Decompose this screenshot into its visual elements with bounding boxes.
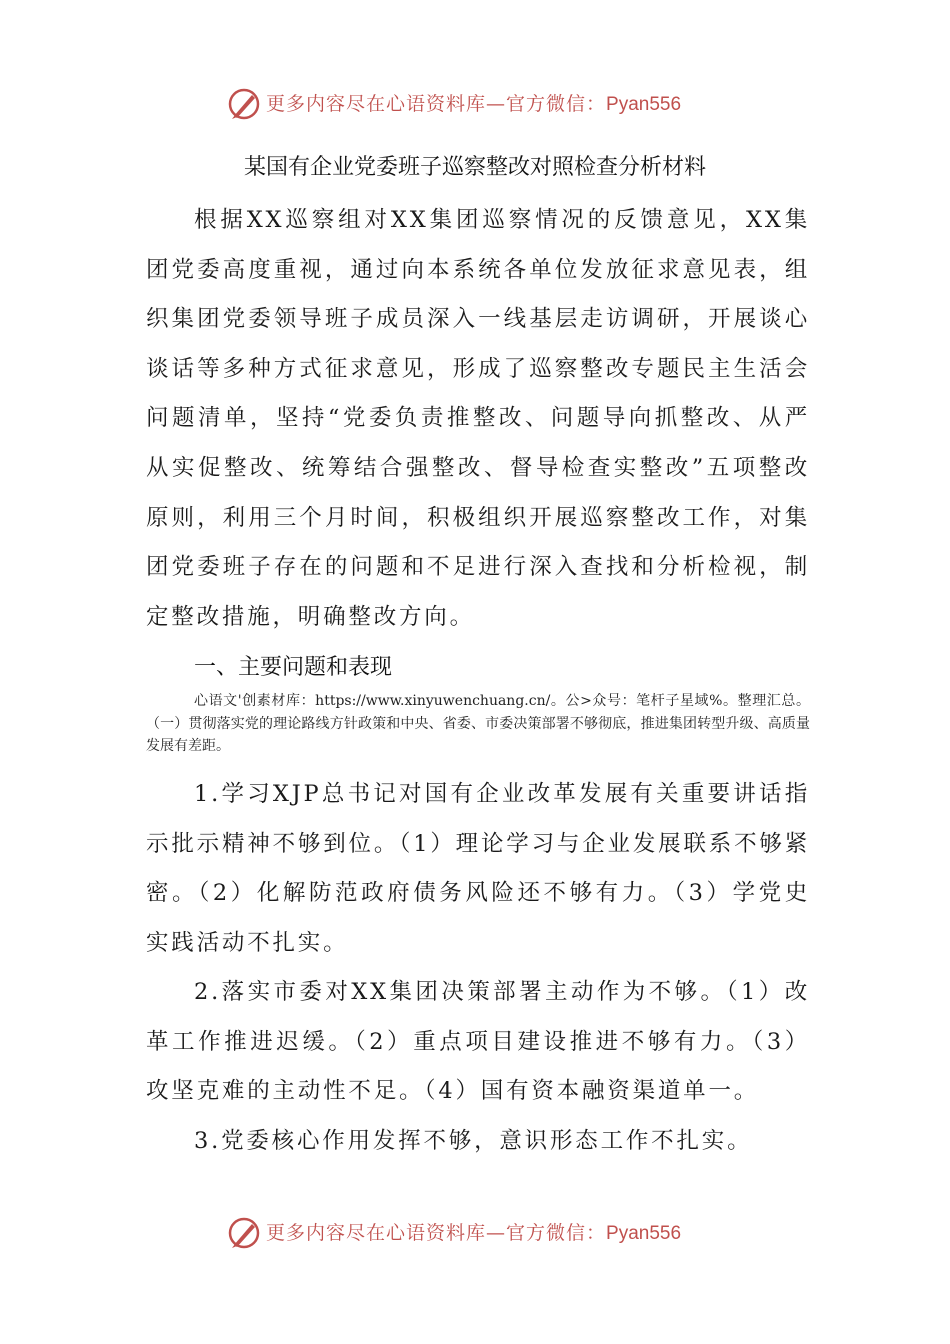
pen-logo-icon [226, 1215, 262, 1251]
wechat-id: Pyan556 [606, 1223, 682, 1244]
problem-item-3: 3.党委核心作用发挥不够，意识形态工作不扎实。 [194, 1128, 753, 1154]
watermark-banner-top [0, 84, 950, 124]
watermark-label: 更多内容尽在心语资料库—官方微信： [266, 93, 607, 115]
intro-paragraph: 根据XX巡察组对XX集团巡察情况的反馈意见，XX集团党委高度重视，通过向本系统各单位发放征求意见表，组织集团党委领导班子成员深入一线基层走访调研，开展谈心谈话等多种方式征求意见，形成了巡察整改专题民主生活会问题清单，坚持“党委负责推整改、问题导向抓整改、从严从实促整改、统筹结合强整改、督导检查实整改”五项整改原则，利用三个月时间，积极组织开展巡察整改工作，对集团党委班子存在的问题和不足进行深入查找和分析检视，制定整改措施，明确整改方向。 [146, 207, 810, 630]
section-heading: 一、主要问题和表现 [194, 655, 393, 680]
watermark-text [266, 1219, 681, 1248]
watermark-banner-bottom [0, 1213, 950, 1253]
watermark-text [266, 90, 681, 119]
problem-item-2: 2.落实市委对XX集团决策部署主动作为不够。（1）改革工作推进迟缓。（2）重点项目建设推进不够有力。（3）攻坚克难的主动性不足。（4）国有资本融资渠道单一。 [146, 979, 810, 1105]
watermark-label: 更多内容尽在心语资料库—官方微信： [266, 1222, 607, 1244]
wechat-id: Pyan556 [606, 94, 682, 115]
document-title: 某国有企业党委班子巡察整改对照检查分析材料 [243, 155, 706, 180]
pen-logo-icon [226, 86, 262, 122]
problem-item-1: 1.学习XJP总书记对国有企业改革发展有关重要讲话指示批示精神不够到位。（1）理论学习与企业发展联系不够紧密。（2）化解防范政府债务风险还不够有力。（3）学党史实践活动不扎实。 [146, 781, 810, 956]
source-note: 心语文'创素材库：https://www.xinyuwenchuang.cn/。公>众号：笔杆子星域%。整理汇总。（一）贯彻落实党的理论路线方针政策和中央、省委、市委决策部署不够彻底，推进集团转型升级、高质量发展有差距。 [146, 693, 810, 754]
